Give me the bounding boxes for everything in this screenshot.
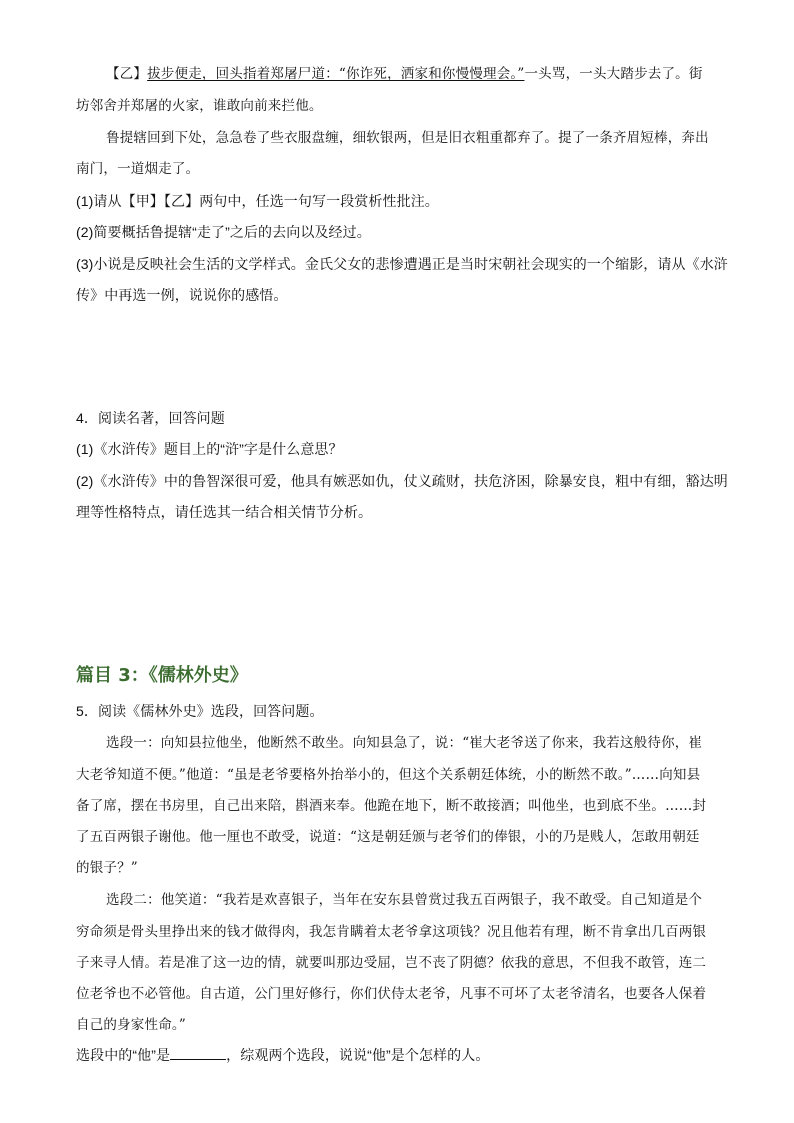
q4-sub-2-line-1: (2)《水浒传》中的鲁智深很可爱，他具有嫉恶如仇，仗义疏财，扶危济困，除暴安良，粗中有细，豁达明 [76,473,728,489]
q3-sub-1: (1)请从【甲】【乙】两句中，任选一句写一段赏析性批注。 [76,193,439,209]
excerpt-1-line: 的银子？” [76,860,138,876]
excerpt-2-line: 位老爷也不必管他。自古道，公门里好修行，你们伏侍太老爷，凡事不可坏了太老爷清名，也要各人保着 [76,986,707,1002]
passage-yi-line-3: 鲁提辖回到下处，急急卷了些衣服盘缠，细软银两，但是旧衣粗重都弃了。提了一条齐眉短棒，奔出 [106,130,709,146]
excerpt-1-line: 选段一：向知县拉他坐，他断然不敢坐。向知县急了，说：“崔大老爷送了你来，我若这般待你，崔 [106,735,703,751]
q5-question-prefix: 选段中的“他”是 [76,1047,171,1063]
passage-yi-label: 【乙】 [106,66,148,82]
answer-blank[interactable] [170,1045,226,1060]
section-heading: 篇目 3：《儒林外史》 [76,665,248,686]
excerpt-1-line: 了五百两银子谢他。他一厘也不敢受，说道：“这是朝廷颁与老爷们的俸银，小的乃是贱人，怎敢用朝廷 [76,829,700,845]
q5-title: 5．阅读《儒林外史》选段，回答问题。 [76,703,324,719]
excerpt-2-line: 选段二：他笑道：“我若是欢喜银子，当年在安东县曾赏过我五百两银子，我不敢受。自己知道是个 [106,892,703,908]
passage-yi-line-1-rest: 一头骂，一头大踏步去了。街 [524,66,703,82]
excerpt-1-line: 备了席，摆在书房里，自己出来陪，斟酒来奉。他跪在地下，断不敢接酒；叫他坐，也到底不坐。……封 [76,798,707,814]
q5-question-suffix: ，综观两个选段，说说“他”是个怎样的人。 [226,1047,490,1063]
excerpt-2-line: 穷命须是骨头里挣出来的钱才做得肉，我怎肯瞒着太老爷拿这项钱？况且他若有理，断不肯拿出几百两银 [76,924,707,940]
passage-yi-quote-underlined: 拔步便走，回头指着郑屠尸道：“你诈死，洒家和你慢慢理会。” [147,66,525,82]
q4-sub-2-line-2: 理等性格特点，请任选其一结合相关情节分析。 [76,504,373,520]
passage-yi-line-2: 坊邻舍并郑屠的火家，谁敢向前来拦他。 [76,98,323,114]
passage-yi-line-1 [106,64,703,84]
excerpt-2-line: 子来寻人情。若是准了这一边的情，就要叫那边受屈，岂不丧了阴德？依我的意思，不但我不敢管，连二 [76,955,707,971]
q5-question [76,1045,489,1065]
passage-yi-line-4: 南门，一道烟走了。 [76,161,200,177]
q3-sub-3-line-2: 传》中再选一例，说说你的感悟。 [76,287,288,303]
excerpt-2-line: 自己的身家性命。” [76,1017,186,1033]
q4-title: 4．阅读名著，回答问题 [76,410,225,426]
excerpt-1-line: 大老爷知道不便。”他道：“虽是老爷要格外抬举小的，但这个关系朝廷体统，小的断然不敢。”……向知县 [76,767,701,783]
q3-sub-3-line-1: (3)小说是反映社会生活的文学样式。金氏父女的悲惨遭遇正是当时宋朝社会现实的一个缩影，请从《水浒 [76,256,728,272]
q4-sub-1: (1)《水浒传》题目上的“浒”字是什么意思？ [76,441,343,457]
q3-sub-2: (2)简要概括鲁提辖“走了”之后的去向以及经过。 [76,224,371,240]
